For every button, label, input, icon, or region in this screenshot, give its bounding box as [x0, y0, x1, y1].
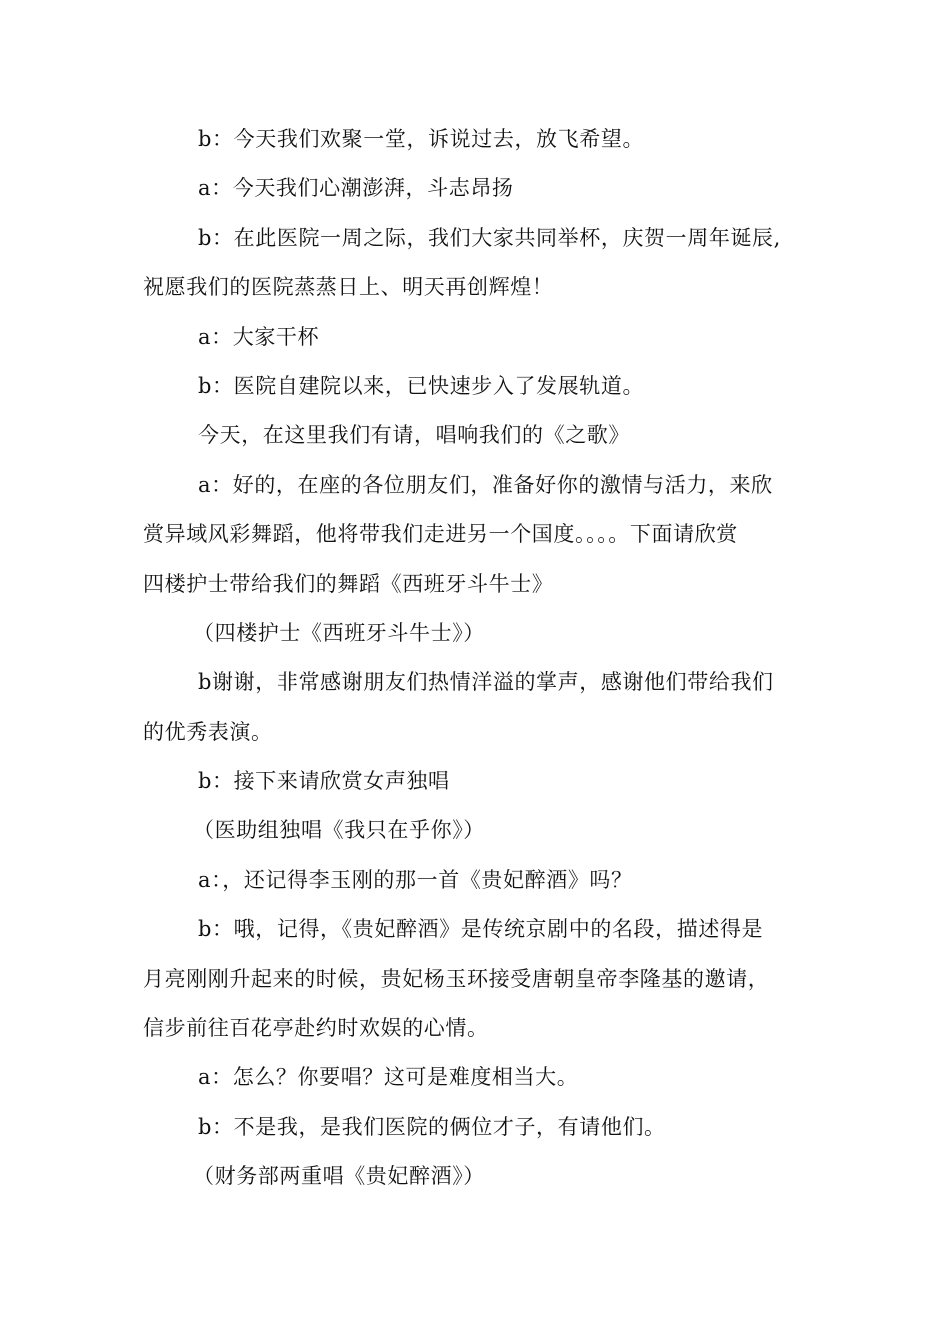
stage-direction: （四楼护士《西班牙斗牛士》）: [193, 620, 485, 645]
dialogue-line: a：好的，在座的各位朋友们，准备好你的激情与活力，来欣: [198, 472, 773, 497]
dialogue-line-continuation: 赏异域风彩舞蹈，他将带我们走进另一个国度。。。。下面请欣赏: [143, 522, 738, 547]
stage-direction: （财务部两重唱《贵妃醉酒》）: [193, 1164, 485, 1189]
dialogue-line: b：哦，记得，《贵妃醉酒》是传统京剧中的名段，描述得是: [198, 917, 764, 942]
dialogue-line-continuation: 四楼护士带给我们的舞蹈《西班牙斗牛士》: [143, 571, 554, 596]
document-body: [143, 115, 803, 1202]
dialogue-line: b谢谢，非常感谢朋友们热情洋溢的掌声，感谢他们带给我们: [198, 670, 774, 695]
dialogue-line: b：在此医院一周之际，我们大家共同举杯，庆贺一周年诞辰,: [198, 225, 781, 250]
dialogue-line-continuation: 月亮刚刚升起来的时候，贵妃杨玉环接受唐朝皇帝李隆基的邀请，: [143, 966, 770, 991]
stage-direction: （医助组独唱《我只在乎你》）: [193, 818, 485, 843]
dialogue-line-continuation: 信步前往百花亭赴约时欢娱的心情。: [143, 1016, 489, 1041]
dialogue-line-continuation: 祝愿我们的医院蒸蒸日上、明天再创辉煌！: [143, 275, 554, 300]
dialogue-line-continuation: 的优秀表演。: [143, 719, 273, 744]
dialogue-line: b：不是我，是我们医院的俩位才子，有请他们。: [198, 1114, 666, 1139]
dialogue-line: b：接下来请欣赏女声独唱: [198, 769, 450, 794]
dialogue-line: a：今天我们心潮澎湃，斗志昂扬: [198, 176, 514, 201]
dialogue-line: a：大家干杯: [198, 324, 320, 349]
dialogue-line: b：今天我们欢聚一堂，诉说过去，放飞希望。: [198, 127, 645, 151]
dialogue-line: a：怎么？你要唱？这可是难度相当大。: [198, 1065, 579, 1090]
dialogue-line: b：医院自建院以来，已快速步入了发展轨道。: [198, 373, 645, 398]
dialogue-line: 今天，在这里我们有请，唱响我们的《之歌》: [198, 423, 630, 448]
dialogue-line: a：，还记得李玉刚的那一首《贵妃醉酒》吗？: [198, 867, 633, 892]
